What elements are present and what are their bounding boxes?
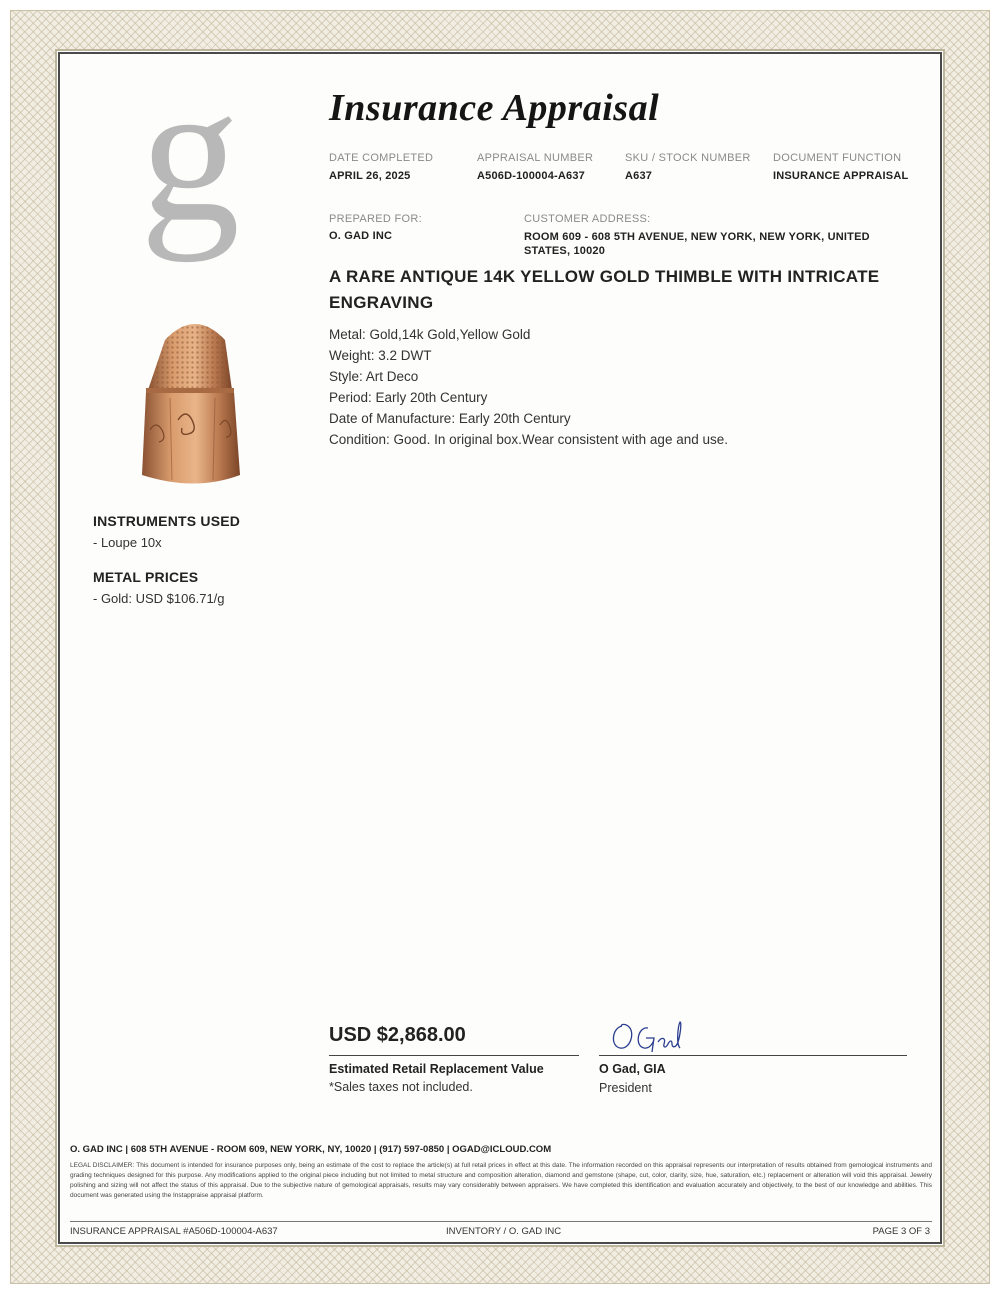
- footer-appraisal-ref: INSURANCE APPRAISAL #A506D-100004-A637: [70, 1226, 278, 1237]
- instruments-heading: INSTRUMENTS USED: [93, 513, 241, 529]
- value-divider: [329, 1055, 579, 1056]
- detail-date-of-manufacture: Date of Manufacture: Early 20th Century: [329, 411, 571, 426]
- value-caption: Estimated Retail Replacement Value: [329, 1062, 544, 1076]
- footer-page-number: PAGE 3 OF 3: [872, 1226, 930, 1237]
- detail-condition: Condition: Good. In original box.Wear consistent with age and use.: [329, 432, 728, 447]
- instrument-item: - Loupe 10x: [93, 535, 162, 550]
- metal-prices-heading: METAL PRICES: [93, 569, 199, 585]
- detail-metal: Metal: Gold,14k Gold,Yellow Gold: [329, 327, 531, 342]
- detail-weight: Weight: 3.2 DWT: [329, 348, 432, 363]
- thimble-photo: [120, 310, 270, 486]
- item-title: A RARE ANTIQUE 14K YELLOW GOLD THIMBLE WITH INTRICATE ENGRAVING: [329, 267, 880, 312]
- customer-address-value: ROOM 609 - 608 5TH AVENUE, NEW YORK, NEW YORK, UNITED STATES, 10020: [524, 231, 870, 257]
- legal-disclaimer: LEGAL DISCLAIMER: This document is intended for insurance purposes only, being an estimate of the cost to replace the article(s) at full retail prices in effect at this date. The information recorded on this appraisal represents our interpretation of results obtained from gemological instruments and grading techniques designed for this purpose. Any modifications applied to the original piece including but not limited to metal structure and composition alteration, diamond and gemstone (shape, cut, color, clarity, size, hue, saturation, etc.) replacement or alteration will void this appraisal. Jewelry polishing and sizing will not affect the status of this appraisal. Due to the subjective nature of gemological appraisals, results may vary considerably between appraisers. We have completed this identification and evaluation accurately and objectively, to the best of our knowledge and abilities. This document was generated using the Instappraise appraisal platform.: [70, 1162, 932, 1199]
- customer-address-label: CUSTOMER ADDRESS:: [524, 213, 651, 225]
- signer-name: O Gad, GIA: [599, 1062, 666, 1076]
- signature-line: [599, 1055, 907, 1056]
- signer-role: President: [599, 1081, 652, 1095]
- tax-note: *Sales taxes not included.: [329, 1080, 473, 1094]
- date-completed-value: APRIL 26, 2025: [329, 170, 411, 182]
- appraisal-number-label: APPRAISAL NUMBER: [477, 152, 594, 164]
- prepared-for-value: O. GAD INC: [329, 230, 393, 242]
- replacement-value: USD $2,868.00: [329, 1024, 466, 1046]
- footer-company-info: O. GAD INC | 608 5TH AVENUE - ROOM 609, NEW YORK, NY, 10020 | (917) 597-0850 | OGAD@ICLOUD.COM: [70, 1144, 552, 1155]
- date-completed-label: DATE COMPLETED: [329, 152, 434, 164]
- sku-label: SKU / STOCK NUMBER: [625, 152, 751, 164]
- document-title: Insurance Appraisal: [329, 87, 660, 129]
- footer-divider: [70, 1221, 932, 1222]
- company-logo: g: [140, 42, 240, 263]
- document-function-label: DOCUMENT FUNCTION: [773, 152, 902, 164]
- footer-inventory: INVENTORY / O. GAD INC: [446, 1226, 562, 1237]
- metal-price-item: - Gold: USD $106.71/g: [93, 591, 225, 606]
- document-function-value: INSURANCE APPRAISAL: [773, 170, 909, 182]
- sku-value: A637: [625, 170, 653, 182]
- prepared-for-label: PREPARED FOR:: [329, 213, 422, 225]
- item-details: [329, 324, 728, 450]
- detail-period: Period: Early 20th Century: [329, 390, 488, 405]
- detail-style: Style: Art Deco: [329, 369, 419, 384]
- signature-image: [608, 1018, 698, 1054]
- appraisal-number-value: A506D-100004-A637: [477, 170, 585, 182]
